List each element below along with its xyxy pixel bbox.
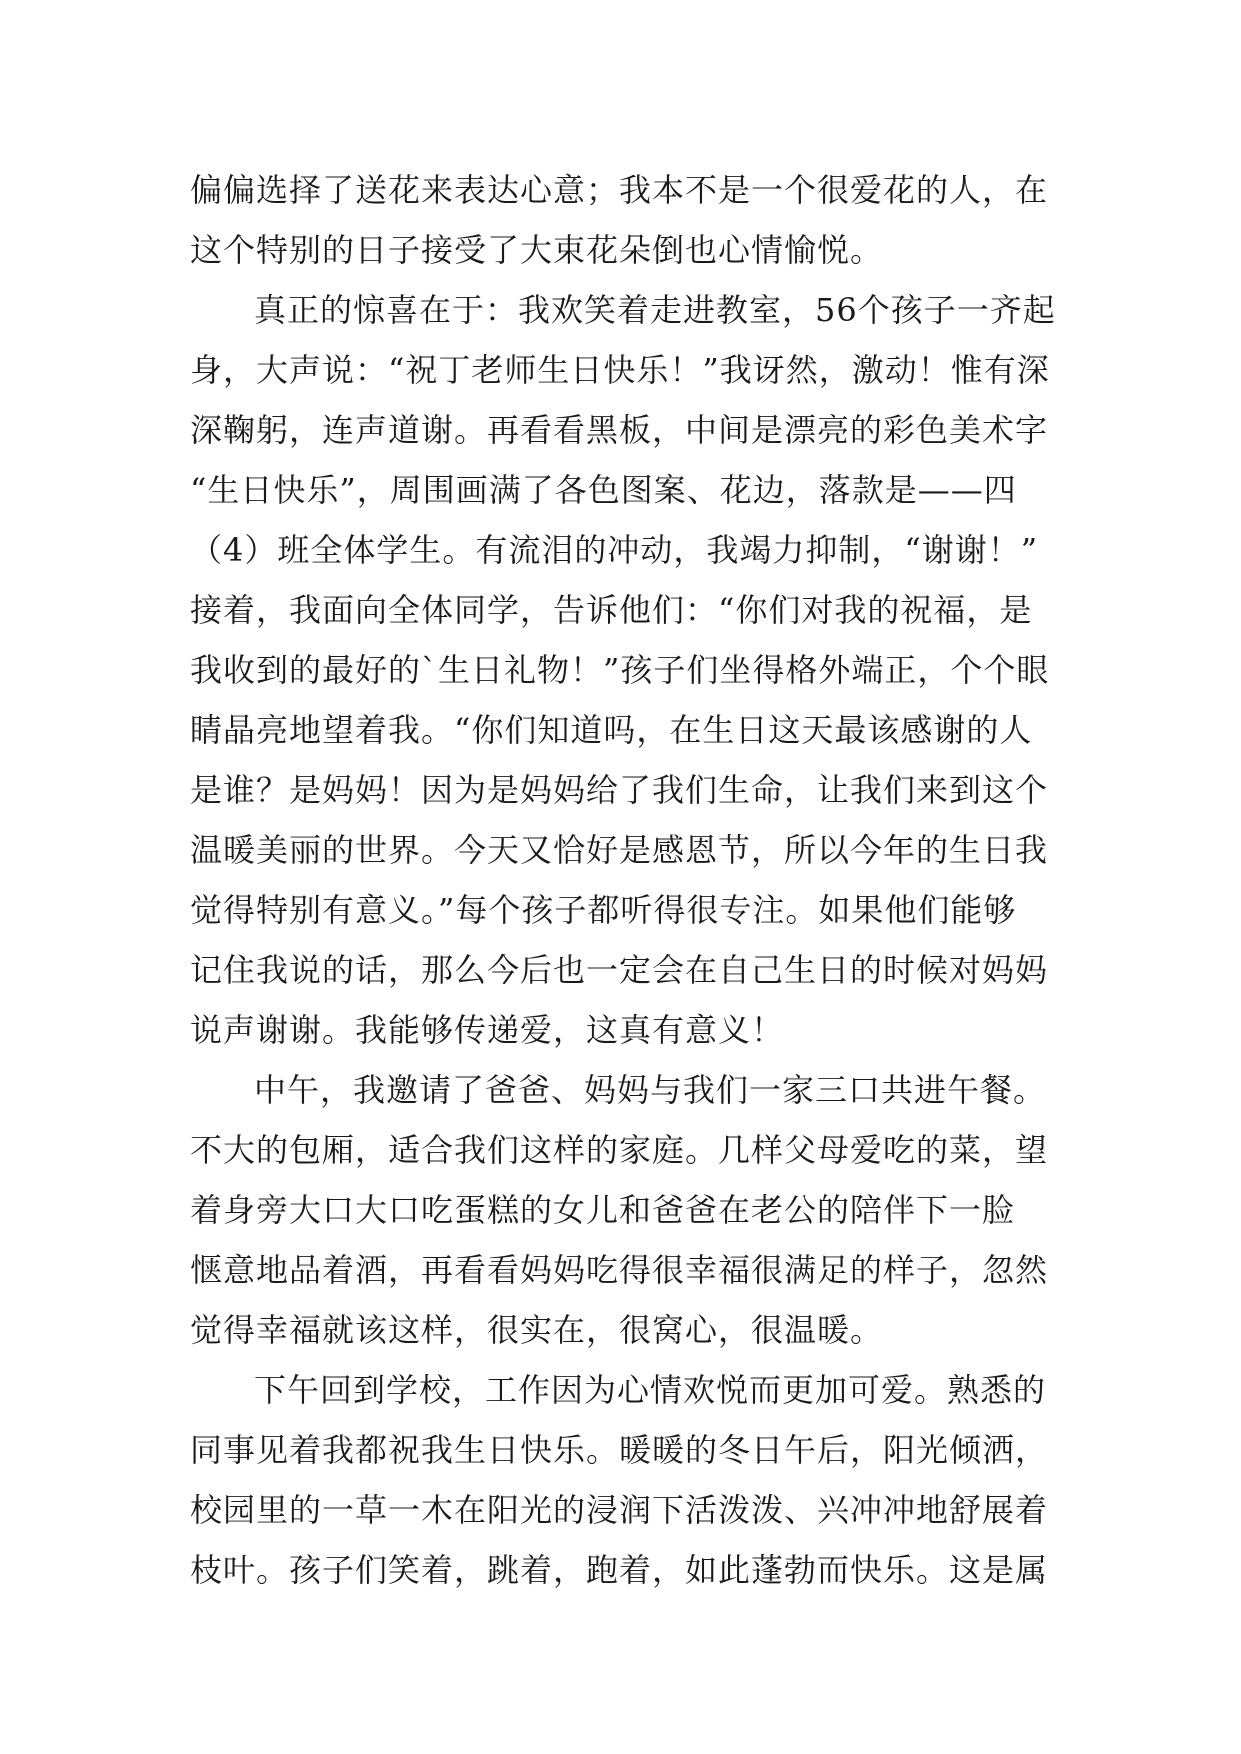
text-line: 说声谢谢。我能够传递爱，这真有意义！: [190, 1011, 785, 1049]
text-line: 深鞠躬，连声道谢。再看看黑板，中间是漂亮的彩色美术字: [190, 411, 1049, 449]
text-line: 校园里的一草一木在阳光的浸润下活泼泼、兴冲冲地舒展着: [190, 1491, 1049, 1529]
text-line: 惬意地品着酒，再看看妈妈吃得很幸福很满足的样子，忽然: [190, 1251, 1049, 1289]
text-line: 身，大声说：“祝丁老师生日快乐！”我讶然，激动！惟有深: [190, 351, 1050, 389]
text-line: 觉得特别有意义。”每个孩子都听得很专注。如果他们能够: [190, 891, 1017, 929]
text-line: 不大的包厢，适合我们这样的家庭。几样父母爱吃的菜，望: [190, 1131, 1049, 1169]
body-text: [190, 160, 1080, 1600]
text-line: 温暖美丽的世界。今天又恰好是感恩节，所以今年的生日我: [190, 831, 1049, 869]
text-line: 睛晶亮地望着我。“你们知道吗，在生日这天最该感谢的人: [190, 711, 1033, 749]
text-line: 我收到的最好的`生日礼物！”孩子们坐得格外端正，个个眼: [190, 651, 1050, 689]
text-line: 这个特别的日子接受了大束花朵倒也心情愉悦。: [190, 231, 884, 269]
paragraph-start-line: 中午，我邀请了爸爸、妈妈与我们一家三口共进午餐。: [254, 1071, 1047, 1109]
paragraph-start-line: 真正的惊喜在于：我欢笑着走进教室，56个孩子一齐起: [254, 291, 1056, 329]
text-line: 接着，我面向全体同学，告诉他们：“你们对我的祝福，是: [190, 591, 1033, 629]
text-line: 觉得幸福就该这样，很实在，很窝心，很温暖。: [190, 1311, 884, 1349]
text-line: 记住我说的话，那么今后也一定会在自己生日的时候对妈妈: [190, 951, 1049, 989]
text-line: （4）班全体学生。有流泪的冲动，我竭力抑制，“谢谢！”: [190, 531, 1039, 569]
text-line: 枝叶。孩子们笑着，跳着，跑着，如此蓬勃而快乐。这是属: [190, 1551, 1049, 1589]
text-line: 是谁？是妈妈！因为是妈妈给了我们生命，让我们来到这个: [190, 771, 1049, 809]
paragraph-start-line: 下午回到学校，工作因为心情欢悦而更加可爱。熟悉的: [254, 1371, 1047, 1409]
text-line: “生日快乐”，周围画满了各色图案、花边，落款是——四: [190, 471, 1017, 509]
text-line: 偏偏选择了送花来表达心意；我本不是一个很爱花的人，在: [190, 171, 1049, 209]
text-line: 着身旁大口大口吃蛋糕的女儿和爸爸在老公的陪伴下一脸: [190, 1191, 1016, 1229]
text-line: 同事见着我都祝我生日快乐。暖暖的冬日午后，阳光倾洒，: [190, 1431, 1049, 1469]
